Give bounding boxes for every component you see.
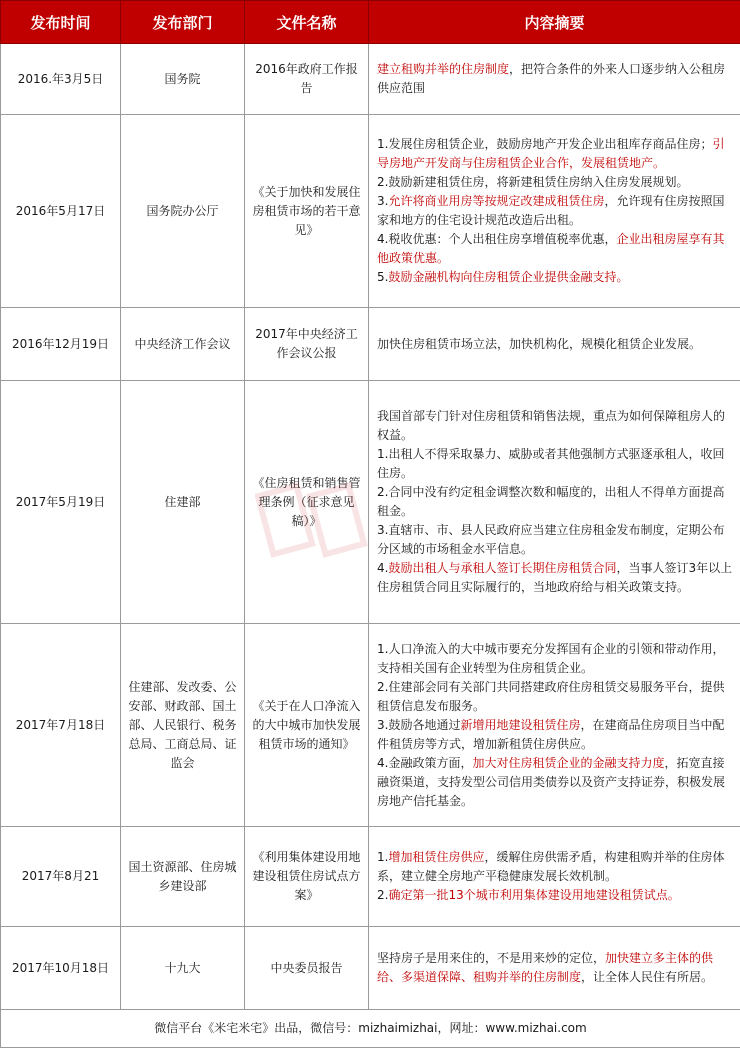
table-row bbox=[1, 927, 740, 1010]
table-row bbox=[1, 624, 740, 827]
table-row bbox=[1, 115, 740, 308]
summary-paragraph bbox=[377, 483, 734, 521]
cell-document-name: 中央委员报告 bbox=[245, 927, 369, 1010]
highlighted-text: 企业出租房屋享有其他政策优惠。 bbox=[377, 232, 724, 265]
highlighted-text: 新增用地建设租赁住房 bbox=[460, 718, 580, 732]
cell-summary bbox=[369, 44, 740, 115]
header-document-name: 文件名称 bbox=[245, 1, 369, 44]
summary-text: 1.出租人不得采取暴力、威胁或者其他强制方式驱逐承租人，收回住房。 bbox=[377, 447, 724, 480]
summary-text: ，让全体人民住有所居。 bbox=[581, 970, 713, 984]
table-header-row bbox=[1, 1, 740, 44]
cell-document-name: 《关于加快和发展住房租赁市场的若干意见》 bbox=[245, 115, 369, 308]
table-row bbox=[1, 827, 740, 927]
highlighted-text: 增加租赁住房供应 bbox=[388, 850, 484, 864]
highlighted-text: 加大对住房租赁企业的金融支持力度 bbox=[472, 756, 664, 770]
summary-text: ，把符合条件的外来人口逐步纳入公租房供应范围 bbox=[377, 62, 725, 95]
summary-paragraph bbox=[377, 192, 734, 230]
summary-text: 1.发展住房租赁企业，鼓励房地产开发企业出租库存商品住房； bbox=[377, 137, 712, 151]
cell-date: 2016年5月17日 bbox=[1, 115, 121, 308]
highlighted-text: 鼓励金融机构向住房租赁企业提供金融支持。 bbox=[388, 270, 628, 284]
summary-paragraph bbox=[377, 754, 734, 811]
summary-text: ，拓宽直接融资渠道，支持发型公司信用类债券以及资产支持证券，积极发展房地产信托基金。 bbox=[377, 756, 725, 808]
summary-text: ，缓解住房供需矛盾，构建租购并举的住房体系，建立健全房地产平稳健康发展长效机制。 bbox=[377, 850, 724, 883]
summary-paragraph bbox=[377, 886, 734, 905]
footer-credit: 微信平台《米宅米宅》出品，微信号：mizhaimizhai，网址：www.mizhai.com bbox=[1, 1010, 740, 1048]
cell-document-name: 《利用集体建设用地建设租赁住房试点方案》 bbox=[245, 827, 369, 927]
summary-paragraph bbox=[377, 135, 734, 173]
summary-paragraph bbox=[377, 445, 734, 483]
cell-department: 住建部 bbox=[121, 381, 245, 624]
table-row bbox=[1, 381, 740, 624]
summary-paragraph bbox=[377, 335, 734, 354]
cell-date: 2016年12月19日 bbox=[1, 308, 121, 381]
cell-summary bbox=[369, 381, 740, 624]
cell-summary bbox=[369, 927, 740, 1010]
cell-document-name: 《关于在人口净流入的大中城市加快发展租赁市场的通知》 bbox=[245, 624, 369, 827]
cell-department: 十九大 bbox=[121, 927, 245, 1010]
summary-text: ，在建商品住房项目当中配件租赁房等方式，增加新租赁住房供应。 bbox=[377, 718, 724, 751]
cell-department: 中央经济工作会议 bbox=[121, 308, 245, 381]
summary-paragraph bbox=[377, 640, 734, 678]
summary-paragraph bbox=[377, 173, 734, 192]
summary-paragraph bbox=[377, 521, 734, 559]
header-date: 发布时间 bbox=[1, 1, 121, 44]
summary-paragraph bbox=[377, 716, 734, 754]
cell-date: 2017年5月19日 bbox=[1, 381, 121, 624]
summary-text: 我国首部专门针对住房租赁和销售法规，重点为如何保障租房人的权益。 bbox=[377, 409, 725, 442]
summary-paragraph bbox=[377, 559, 734, 597]
summary-text: 4. bbox=[377, 561, 388, 575]
highlighted-text: 确定第一批13个城市利用集体建设用地建设租赁试点。 bbox=[388, 888, 679, 902]
summary-text: 加快住房租赁市场立法，加快机构化，规模化租赁企业发展。 bbox=[377, 337, 701, 351]
summary-text: 2.合同中没有约定租金调整次数和幅度的，出租人不得单方面提高租金。 bbox=[377, 485, 724, 518]
summary-paragraph bbox=[377, 949, 734, 987]
summary-text: 4.金融政策方面， bbox=[377, 756, 472, 770]
cell-date: 2016.年3月5日 bbox=[1, 44, 121, 115]
summary-text: 2.鼓励新建租赁住房，将新建租赁住房纳入住房发展规划。 bbox=[377, 175, 688, 189]
summary-paragraph bbox=[377, 407, 734, 445]
cell-summary bbox=[369, 624, 740, 827]
summary-text: 3. bbox=[377, 194, 388, 208]
highlighted-text: 允许将商业用房等按规定改建成租赁住房 bbox=[388, 194, 604, 208]
summary-paragraph bbox=[377, 268, 734, 287]
cell-date: 2017年10月18日 bbox=[1, 927, 121, 1010]
cell-summary bbox=[369, 115, 740, 308]
cell-document-name: 《住房租赁和销售管理条例（征求意见稿）》 bbox=[245, 381, 369, 624]
cell-summary bbox=[369, 827, 740, 927]
highlighted-text: 建立租购并举的住房制度 bbox=[377, 62, 509, 76]
table-footer-row bbox=[1, 1010, 740, 1048]
cell-department: 国土资源部、住房城乡建设部 bbox=[121, 827, 245, 927]
summary-paragraph bbox=[377, 848, 734, 886]
cell-date: 2017年8月21 bbox=[1, 827, 121, 927]
summary-text: 2. bbox=[377, 888, 388, 902]
cell-department: 国务院 bbox=[121, 44, 245, 115]
cell-summary bbox=[369, 308, 740, 381]
highlighted-text: 引导房地产开发商与住房租赁企业合作，发展租赁地产。 bbox=[377, 137, 724, 170]
header-department: 发布部门 bbox=[121, 1, 245, 44]
summary-text: 2.住建部会同有关部门共同搭建政府住房租赁交易服务平台，提供租赁信息发布服务。 bbox=[377, 680, 724, 713]
summary-text: 1.人口净流入的大中城市要充分发挥国有企业的引领和带动作用，支持相关国有企业转型为住房租赁企业。 bbox=[377, 642, 724, 675]
cell-document-name: 2016年政府工作报告 bbox=[245, 44, 369, 115]
summary-text: 3.直辖市、市、县人民政府应当建立住房租金发布制度，定期公布分区域的市场租金水平信息。 bbox=[377, 523, 724, 556]
summary-text: 1. bbox=[377, 850, 388, 864]
table-row bbox=[1, 44, 740, 115]
cell-department: 住建部、发改委、公安部、财政部、国土部、人民银行、税务总局、工商总局、证监会 bbox=[121, 624, 245, 827]
summary-paragraph bbox=[377, 230, 734, 268]
summary-paragraph bbox=[377, 678, 734, 716]
summary-text: 坚持房子是用来住的，不是用来炒的定位， bbox=[377, 951, 605, 965]
summary-paragraph bbox=[377, 60, 734, 98]
summary-text: ，当事人签订3年以上住房租赁合同且实际履行的，当地政府给与相关政策支持。 bbox=[377, 561, 732, 594]
cell-document-name: 2017年中央经济工作会议公报 bbox=[245, 308, 369, 381]
highlighted-text: 鼓励出租人与承租人签订长期住房租赁合同 bbox=[388, 561, 616, 575]
highlighted-text: 加快建立多主体的供给、多渠道保障、租购并举的住房制度 bbox=[377, 951, 713, 984]
table-row bbox=[1, 308, 740, 381]
cell-date: 2017年7月18日 bbox=[1, 624, 121, 827]
summary-text: 5. bbox=[377, 270, 388, 284]
summary-text: 3.鼓励各地通过 bbox=[377, 718, 460, 732]
header-summary: 内容摘要 bbox=[369, 1, 740, 44]
summary-text: ，允许现有住房按照国家和地方的住宅设计规范改造后出租。 bbox=[377, 194, 724, 227]
summary-text: 4.税收优惠：个人出租住房享增值税率优惠， bbox=[377, 232, 616, 246]
cell-department: 国务院办公厅 bbox=[121, 115, 245, 308]
